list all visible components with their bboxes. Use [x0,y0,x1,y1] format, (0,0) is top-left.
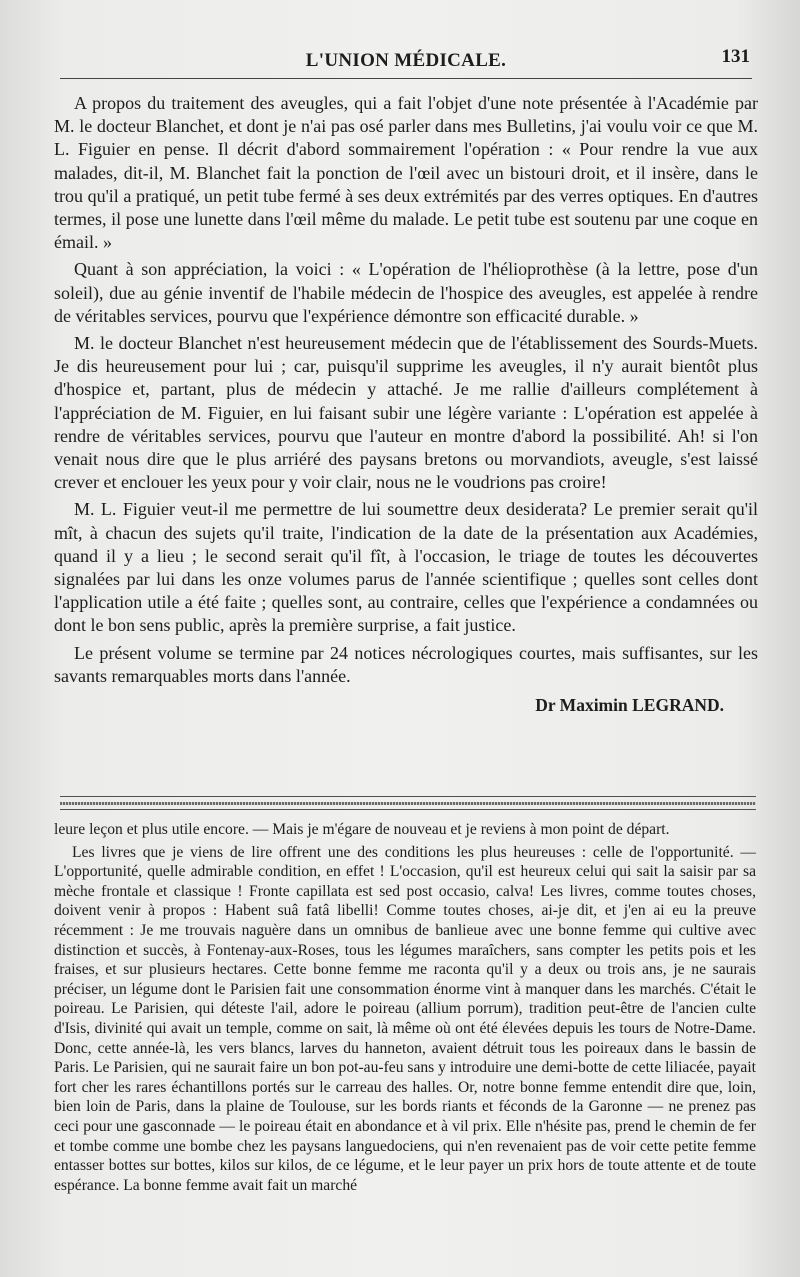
author-signature: Dr Maximin LEGRAND. [535,695,724,716]
running-title: L'UNION MÉDICALE. [305,50,507,71]
feuilleton-section [54,820,756,1198]
article-paragraph-2: Quant à son appréciation, la voici : « L'opération de l'hélioprothèse (à la lettre, pose d'un soleil), due au génie inventif de l'habile médecin de l'hospice des aveugles, est appelée à rendre de véritables services, pourvu que l'expérience démontre son efficacité durable. » [54,259,758,326]
page-header [60,44,752,79]
main-article [54,92,758,717]
separator-dotted-rule [60,802,756,805]
article-paragraph-3: M. le docteur Blanchet n'est heureusement médecin que de l'établissement des Sourds-Muets. Je dis heureusement pour lui ; car, puisqu'il supprime les aveugles, il n'y aurait bientôt plus d'hospice et, partant, plus de médecin y attaché. Je me rallie d'ailleurs complétement à l'appréciation de M. Figuier, en lui faisant subir une légère variante : L'opération est appelée à rendre de véritables services, pourvu que l'auteur en montre d'abord la possibilité. Ah! si l'on venait nous dire que le plus arriéré des paysans bretons ou morvandiots, aveugle, s'est laissé crever et enclouer les yeux pour y voir clair, nous ne le voudrions pas croire! [54,333,758,493]
article-paragraph-1: A propos du traitement des aveugles, qui a fait l'objet d'une note présentée à l'Académie par M. le docteur Blanchet, et dont je n'ai pas osé parler dans mes Bulletins, j'ai voulu voir ce que M. L. Figuier en pense. Il décrit d'abord sommairement l'opération : « Pour rendre la vue aux malades, dit-il, M. Blanchet fait la ponction de l'œil avec un bistouri droit, et il insère, dans le trou qu'il a pratiqué, un petit tube fermé à ses deux extrémités par des verres optiques. En d'autres termes, il pose une lunette dans l'œil même du malade. Le petit tube est soutenu par une coque en émail. » [54,93,758,253]
article-paragraph-4: M. L. Figuier veut-il me permettre de lui soumettre deux desiderata? Le premier serait qu'il mît, à chacun des sujets qu'il traite, l'indication de la date de la présentation aux Académies, quand il y a lieu ; le second serait qu'il fît, à l'occasion, le triage de toutes les découvertes signalées par lui dans les onze volumes parus de l'année scientifique ; quelles sont celles dont l'application utile a été faite ; quelles sont, au contraire, celles que l'expérience a condamnées ou dont le bon sens public, après la première surprise, a fait justice. [54,499,758,636]
feuilleton-paragraph-2: Les livres que je viens de lire offrent une des conditions les plus heureuses : celle de l'opportunité. — L'opportunité, quelle admirable condition, en effet ! L'occasion, qu'il est heureux celui qui sait la saisir par sa mèche frontale et classique ! Fronte capillata est sed post occasio, calva! Les livres, comme toutes choses, doivent venir à propos : Habent suâ fatâ libelli! Comme toutes choses, ai-je dit, et j'en ai eu la preuve récemment : Je me trouvais naguère dans un omnibus de banlieue avec une bonne femme qui cultive avec distinction et succès, à Fontenay-aux-Roses, tous les légumes maraîchers, sans compter les petits pois et les fraises, et sur plusieurs hectares. Cette bonne femme me raconta qu'il y a deux ou trois ans, je ne saurais préciser, un légume dont le Parisien fait une consommation énorme vint à manquer dans les marchés. C'était le poireau. Le Parisien, qui déteste l'ail, adore le poireau (allium porrum), tradition peut-être de l'ancien culte d'Isis, divinité qui avait un temple, comme on sait, là même où ont été élevées depuis les tours de Notre-Dame. Donc, cette année-là, les vers blancs, larves du hanneton, avaient détruit tous les poireaux dans le bassin de Paris. Le Parisien, qui ne saurait faire un bon pot-au-feu sans y introduire une demi-botte de cette liliacée, payait fort cher les rares échantillons portés sur le carreau des halles. Or, notre bonne femme entendit dire que, loin, bien loin de Paris, dans la plaine de Toulouse, sur les bords riants et féconds de la Garonne — ne prenez pas ceci pour une gasconnade — le poireau était en abondance et à vil prix. Elle n'hésite pas, prend le chemin de fer et tombe comme une bombe chez les paysans languedociens, qui n'en revenaient pas de voir cette petite femme entasser bottes sur bottes, kilos sur kilos, de ce légume, et le leur payer un prix hors de toute attente et de toute espérance. La bonne femme avait fait un marché [54,843,756,1194]
separator-top-rule [60,796,756,797]
page-number: 131 [721,46,750,67]
article-paragraph-5: Le présent volume se termine par 24 notices nécrologiques courtes, mais suffisantes, sur les savants remarquables morts dans l'année. [54,642,758,686]
feuilleton-paragraph-1: leure leçon et plus utile encore. — Mais je m'égare de nouveau et je reviens à mon point de départ. [54,821,670,838]
separator-bottom-rule [60,809,756,810]
feuilleton-separator [60,796,756,810]
